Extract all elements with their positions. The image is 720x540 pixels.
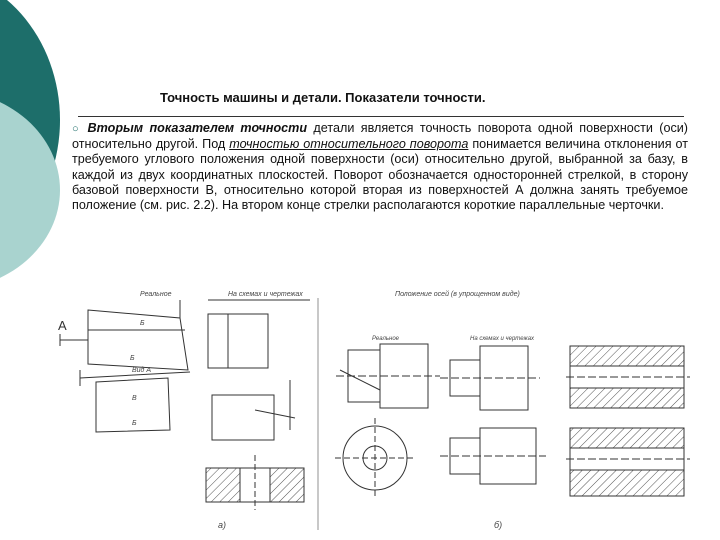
letter-v-left: В [132,395,137,402]
letter-b-upper: Б [140,320,145,327]
bullet-icon: ○ [72,123,82,135]
letter-a: А [58,318,67,333]
paragraph-lead: Вторым показателем точности [87,121,308,135]
paragraph-part2: понимается величина отклонения от требуемого углового положения одной поверхности (оси) относительно другой, выбранной за базу, в каждой из двух координатных плоскостей. Поворот обозначается односторонней стрелкой, в сторону базовой поверхности В, относительно которой вторая из поверхностей А должна занять требуемое положение (см. рис. 2.2). На втором конце стрелки располагаются короткие параллельные черточки. [72,137,688,213]
caption-a: а) [218,520,227,530]
label-real-left: Реальное [140,291,172,298]
label-schemes-left: На схемах и чертежах [228,291,303,298]
hatched-part-bottom [566,428,690,496]
letter-b-lower: Б [130,355,135,362]
view-a-label: Вид А [132,367,152,374]
paragraph-part1: детали является точность поворота одной поверхности (оси) относительно другой. Под [72,121,688,152]
shaft-real-top [336,344,440,408]
left-real-part [60,300,188,370]
shaft-scheme-bottom [440,428,546,484]
left-scheme-part [208,300,310,440]
label-real-right: Реальное [372,336,399,342]
slide-title: Точность машины и детали. Показатели точности. [160,90,486,105]
label-axes-header: Положение осей (в упрощенном виде) [395,291,520,298]
round-part-front [335,418,415,498]
hatched-part-top [566,346,690,408]
shaft-scheme-top [440,346,540,410]
hatched-block-left [206,455,304,510]
caption-b: б) [494,520,503,530]
letter-b-viewa: Б [132,420,137,427]
label-schemes-right: На схемах и чертежах [470,336,535,342]
paragraph-term: точностью относительного поворота [229,137,469,152]
